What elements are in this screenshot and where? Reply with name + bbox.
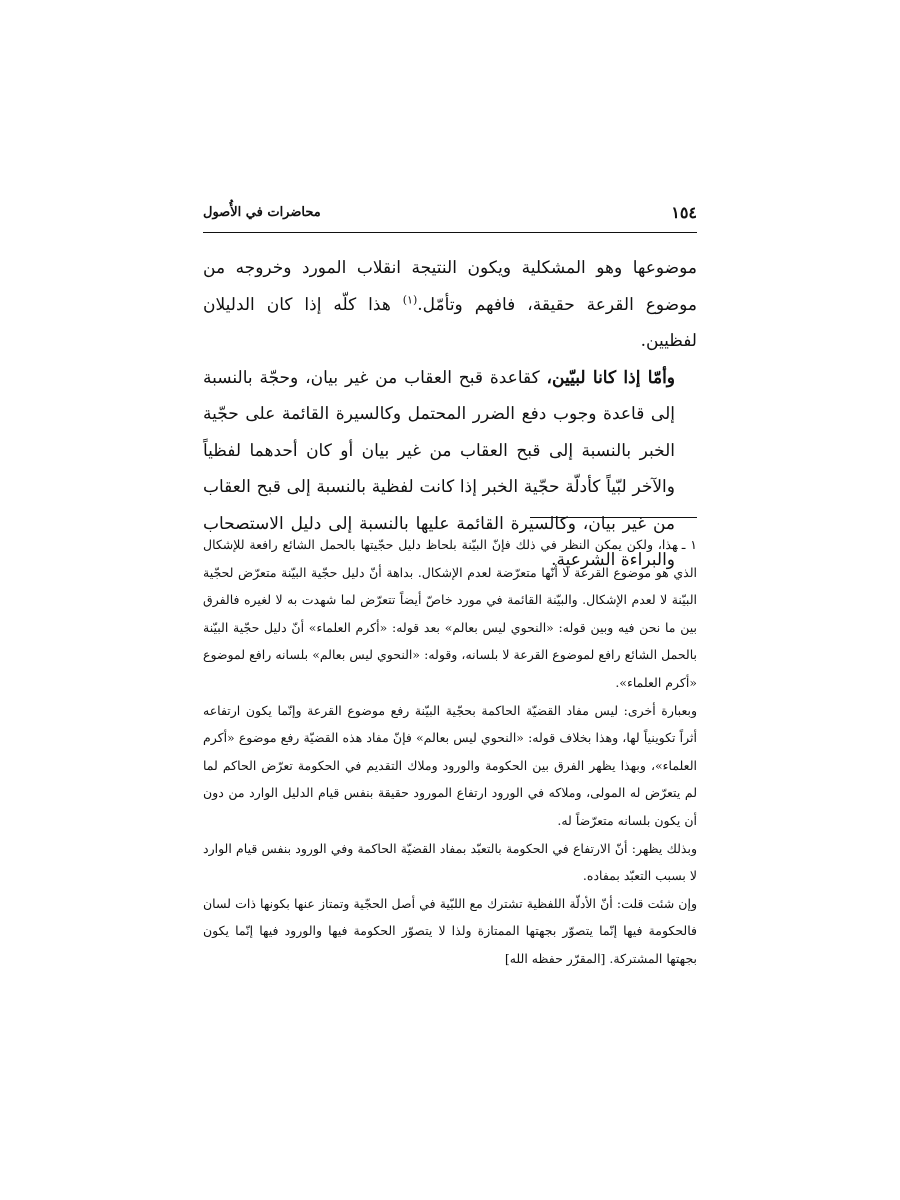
- footnote-reference[interactable]: (١): [402, 292, 418, 306]
- page-number: ١٥٤: [671, 203, 697, 222]
- book-title: محاضرات في الأُصول: [203, 205, 321, 220]
- footnote-text: وإن شئت قلت: أنّ الأدلّة اللفظية تشترك مع اللبّية في أصل الحجّية وتمتاز عنها بكونها ذات لسان فالحكومة فيها إنّما يتصوّر بجهتها الممتازة ولذا لا يتصوّر الحكومة فيها والورود فيها إنّما يكون بجهتها المشتركة.: [203, 895, 697, 966]
- paragraph-text: موضوعها وهو المشكلية ويكون النتيجة انقلاب المورد وخروجه من موضوع القرعة حقيقة، فافهم وتأمّل.: [203, 258, 697, 315]
- paragraph: [203, 250, 697, 360]
- paragraph-lead: وأمّا إذا كانا لبيّين،: [546, 367, 676, 388]
- footnote-text: هذا، ولكن يمكن النظر في ذلك فإنّ البيّنة بلحاظ دليل حجّيتها بالحمل الشائع رافعة للإشكال الذي هو موضوع القرعة لا أنّها متعرّضة لعدم الإشكال. بداهة أنّ دليل حجّية البيّنة متعرّض لحجّية البيّنة لا لعدم الإشكال. والبيّنة القائمة في مورد خاصّ أيضاً تتعرّض لما شهدت به لا لغيره فالفرق بين ما نحن فيه وبين قوله: «النحوي ليس بعالم» بعد قوله: «أكرم العلماء» أنّ دليل حجّية البيّنة بالحمل الشائع رافع لموضوع القرعة لا بلسانه، وقوله: «النحوي ليس بعالم» بلسانه رافع لموضوع «أكرم العلماء».: [203, 537, 697, 690]
- footnote-rule: [530, 517, 697, 518]
- main-text: [203, 250, 697, 579]
- paragraph-text: كقاعدة قبح العقاب من غير بيان، وحجّة بالنسبة إلى قاعدة وجوب دفع الضرر المحتمل وكالسيرة القائمة على حجّية الخبر بالنسبة إلى قبح العقاب من غير بيان أو كان أحدهما لفظياً والآخر لبّياً كأدلّة حجّية الخبر إذا كانت لفظية بالنسبة إلى قبح العقاب من غير بيان، وكالسيرة القائمة عليها بالنسبة إلى دليل الاستصحاب والبراءة الشرعية.: [203, 367, 675, 570]
- footnote-paragraph: [203, 531, 697, 697]
- footnote-paragraph: وبعبارة أخرى: ليس مفاد القضيّة الحاكمة بحجّية البيّنة رفع موضوع القرعة وإنّما يكون ارتفاعه أثراً تكوينياً لها، وهذا بخلاف قوله: «النحوي ليس بعالم» فإنّ مفاد هذه القضيّة رفع موضوع «أكرم العلماء»، وبهذا يظهر الفرق بين الحكومة والورود وملاك التقديم في الحكومة تعرّض الحاكم لما لم يتعرّض له المولى، وملاكه في الورود ارتفاع المورود حقيقة بنفس قيام الدليل الوارد من دون أن يكون بلسانه متعرّضاً له.: [203, 702, 697, 828]
- paragraph-text: هذا كلّه إذا كان الدليلان لفظيين.: [203, 294, 697, 351]
- footnotes: [203, 531, 697, 973]
- running-header: [203, 203, 697, 229]
- footnote-paragraph: [203, 890, 697, 973]
- footnote-paragraph: وبذلك يظهر: أنّ الارتفاع في الحكومة بالتعبّد بمفاد القضيّة الحاكمة وفي الورود بنفس قيام الوارد لا بسبب التعبّد بمفاده.: [203, 840, 697, 884]
- footnote-attribution: [المقرّر حفظه الله]: [504, 950, 606, 966]
- footnote-marker: ١ ـ: [681, 537, 697, 552]
- header-rule: [203, 232, 697, 233]
